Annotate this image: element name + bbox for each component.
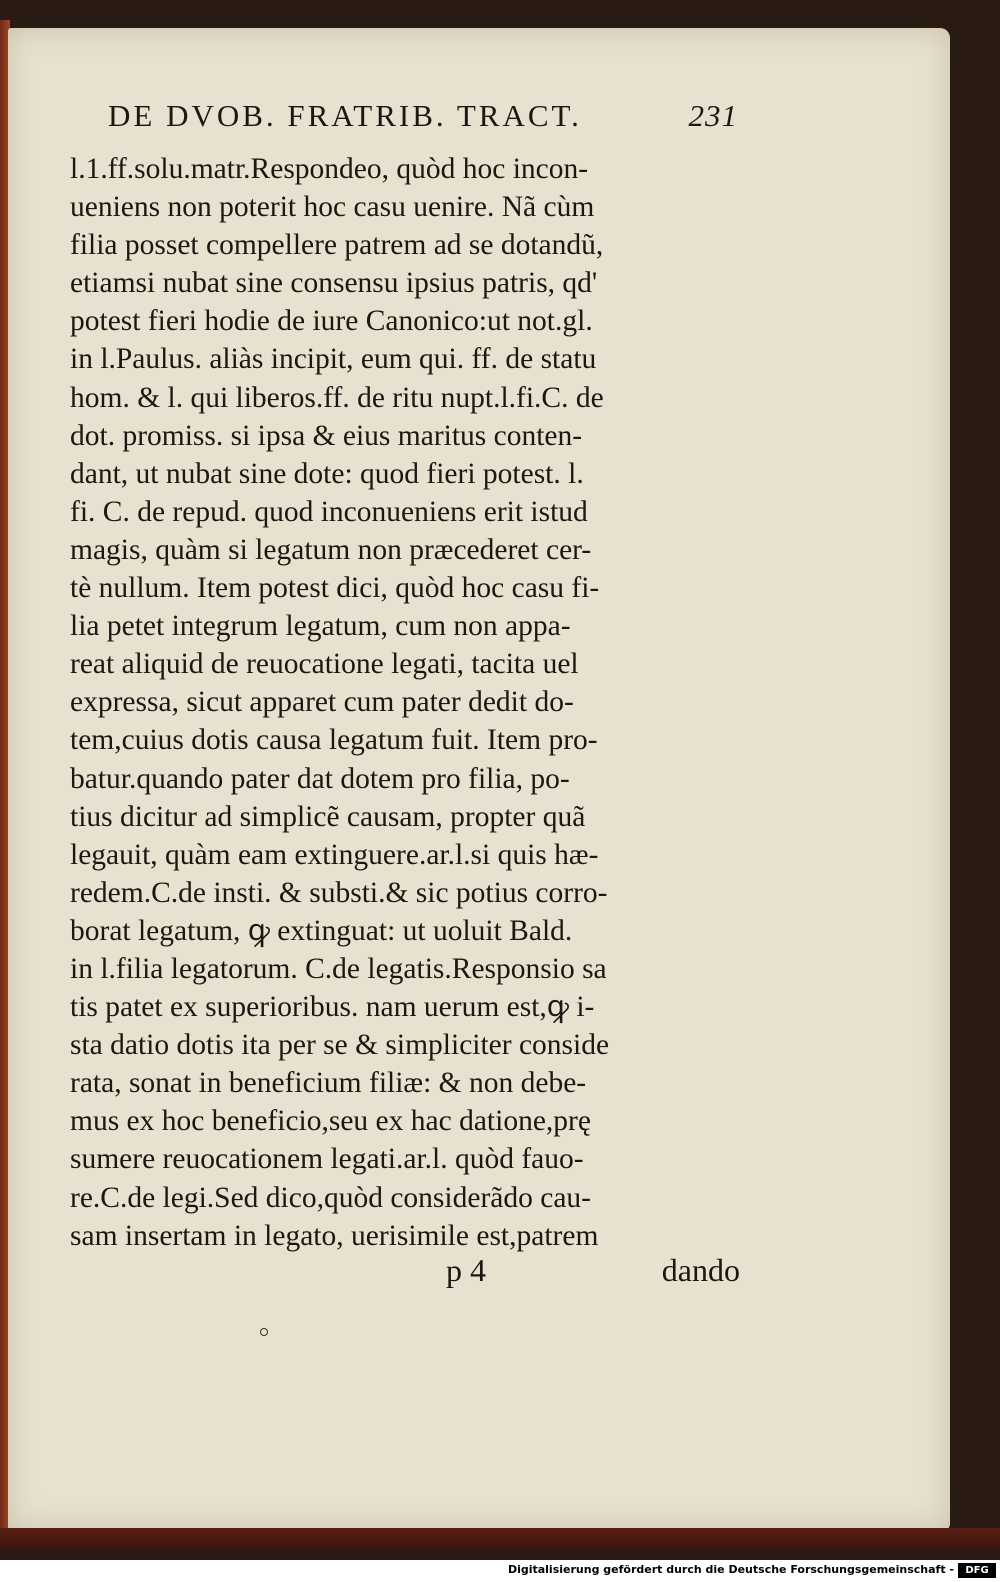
text-line: tius dicitur ad simplicẽ causam, propter quã <box>70 800 586 833</box>
text-line: filia posset compellere patrem ad se dotandũ, <box>70 229 604 262</box>
text-line: expressa, sicut apparet cum pater dedit do- <box>70 686 574 719</box>
text-line: re.C.de legi.Sed dico,quòd considerãdo cau- <box>70 1181 592 1214</box>
page-footer <box>430 1252 750 1298</box>
signature-mark: p 4 <box>446 1252 486 1288</box>
credit-text: Digitalisierung gefördert durch die Deutsche Forschungsgemeinschaft - <box>507 1563 954 1576</box>
text-line: fi. C. de repud. quod inconueniens erit istud <box>70 495 588 528</box>
text-line: sam insertam in legato, uerisimile est,patrem <box>70 1219 599 1252</box>
body-text <box>70 150 740 1255</box>
text-line: borat legatum, ꝙ extinguat: ut uoluit Bald. <box>70 914 573 947</box>
text-line: hom. & l. qui liberos.ff. de ritu nupt.l.fi.C. de <box>70 381 604 414</box>
text-line: tis patet ex superioribus. nam uerum est,ꝙ i- <box>70 991 595 1024</box>
text-line: tem,cuius dotis causa legatum fuit. Item pro- <box>70 724 598 757</box>
text-line: etiamsi nubat sine consensu ipsius patris, qd' <box>70 267 598 300</box>
text-line: reat aliquid de reuocatione legati, tacita uel <box>70 648 579 681</box>
text-line: dant, ut nubat sine dote: quod fieri potest. l. <box>70 457 584 490</box>
paper-speck <box>260 1328 268 1336</box>
running-header <box>108 98 738 144</box>
text-line: sumere reuocationem legati.ar.l. quòd fauo- <box>70 1143 584 1176</box>
page-bottom-edge <box>0 1528 1000 1550</box>
text-line: rata, sonat in beneficium filiæ: & non debe- <box>70 1067 587 1100</box>
text-line: legauit, quàm eam extinguere.ar.l.si quis hæ- <box>70 838 599 871</box>
text-line: ueniens non poterit hoc casu uenire. Nã cùm <box>70 191 595 224</box>
catchword: dando <box>661 1252 740 1288</box>
text-line: potest fieri hodie de iure Canonico:ut not.gl. <box>70 305 593 338</box>
dfg-logo: DFG <box>958 1563 996 1578</box>
text-line: l.1.ff.solu.matr.Respondeo, quòd hoc incon- <box>70 153 589 185</box>
folio-number: 231 <box>688 98 738 133</box>
credit-bar <box>0 1560 1000 1582</box>
text-line: dot. promiss. si ipsa & eius maritus conten- <box>70 419 583 452</box>
text-line: in l.filia legatorum. C.de legatis.Responsio sa <box>70 952 607 985</box>
text-line: lia petet integrum legatum, cum non appa- <box>70 610 571 643</box>
text-line: sta datio dotis ita per se & simpliciter conside <box>70 1029 610 1062</box>
text-line: redem.C.de insti. & substi.& sic potius corro- <box>70 876 608 909</box>
text-line: mus ex hoc beneficio,seu ex hac datione,prę <box>70 1105 591 1138</box>
running-title: DE DVOB. FRATRIB. TRACT. <box>108 98 582 133</box>
text-line: tè nullum. Item potest dici, quòd hoc casu fi- <box>70 572 600 605</box>
text-line: in l.Paulus. aliàs incipit, eum qui. ff. de statu <box>70 343 597 376</box>
text-line: batur.quando pater dat dotem pro filia, po- <box>70 762 570 795</box>
text-line: magis, quàm si legatum non præcederet cer- <box>70 533 592 566</box>
